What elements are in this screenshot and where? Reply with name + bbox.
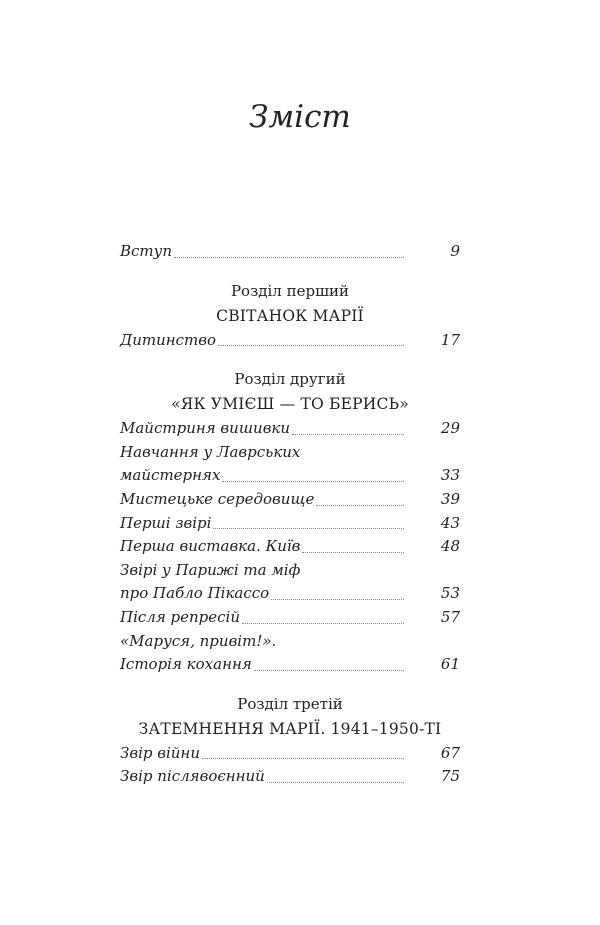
dot-leader — [254, 670, 404, 671]
table-of-contents — [120, 240, 460, 789]
entry-title: Дитинство — [120, 330, 217, 349]
page-number: 9 — [450, 242, 460, 260]
toc-entry[interactable] — [120, 512, 460, 536]
toc-entry[interactable] — [120, 329, 460, 353]
dot-leader — [267, 782, 404, 783]
toc-entry[interactable] — [120, 630, 460, 677]
page-title: Зміст — [249, 98, 351, 135]
page-number: 61 — [440, 655, 460, 674]
page-number: 29 — [440, 419, 460, 438]
entry-title: Перші звірі — [120, 513, 212, 532]
entry-title: Звір післявоєнний — [120, 767, 265, 786]
chapter-heading — [120, 692, 460, 742]
entry-title: «Маруся, привіт!». — [120, 631, 277, 650]
toc-entry[interactable] — [120, 240, 460, 264]
chapter-name: СВІТАНОК МАРІЇ — [216, 306, 364, 325]
dot-leader — [316, 505, 404, 506]
entry-title: Вступ — [120, 242, 173, 260]
toc-entry[interactable] — [120, 535, 460, 559]
page-number: 33 — [440, 466, 460, 485]
page-number: 75 — [440, 767, 460, 786]
dot-leader — [222, 481, 404, 482]
entry-title: Перша виставка. Київ — [120, 537, 301, 556]
dot-leader — [218, 345, 404, 346]
toc-entry[interactable] — [120, 417, 460, 441]
toc-entry[interactable] — [120, 606, 460, 630]
toc-entry[interactable] — [120, 488, 460, 512]
entry-title: Після репресій — [120, 607, 241, 626]
page-number: 48 — [440, 537, 460, 556]
dot-leader — [271, 599, 404, 600]
entry-title: Звірі у Парижі та міф — [120, 560, 301, 579]
toc-entry[interactable] — [120, 441, 460, 488]
entry-title: Навчання у Лаврських — [120, 442, 301, 461]
dot-leader — [292, 434, 404, 435]
page-number: 57 — [440, 607, 460, 626]
chapter-label: Розділ перший — [230, 281, 350, 300]
page-number: 43 — [440, 513, 460, 532]
toc-entry[interactable] — [120, 742, 460, 766]
chapter-name: ЗАТЕМНЕННЯ МАРІЇ. 1941–1950-ТІ — [138, 719, 442, 738]
page-number: 39 — [440, 489, 460, 508]
entry-title: про Пабло Пікассо — [120, 584, 270, 603]
entry-title: Історія кохання — [120, 655, 252, 674]
toc-entry[interactable] — [120, 559, 460, 606]
dot-leader — [202, 758, 404, 759]
page-number: 53 — [440, 584, 460, 603]
chapter-label: Розділ третій — [237, 694, 343, 713]
dot-leader — [213, 528, 404, 529]
chapter-label: Розділ другий — [234, 370, 346, 389]
dot-leader — [242, 623, 404, 624]
page-number: 17 — [440, 330, 460, 349]
entry-title: Звір війни — [120, 743, 200, 762]
entry-title: Майстриня вишивки — [120, 419, 291, 438]
dot-leader — [302, 552, 404, 553]
chapter-heading — [120, 367, 460, 417]
chapter-heading — [120, 279, 460, 329]
chapter-name: «ЯК УМІЄШ — ТО БЕРИСЬ» — [171, 395, 409, 414]
toc-entry[interactable] — [120, 765, 460, 789]
entry-title: майстернях — [120, 466, 221, 485]
dot-leader — [174, 257, 404, 258]
entry-title: Мистецьке середовище — [120, 489, 315, 508]
page-number: 67 — [440, 743, 460, 762]
